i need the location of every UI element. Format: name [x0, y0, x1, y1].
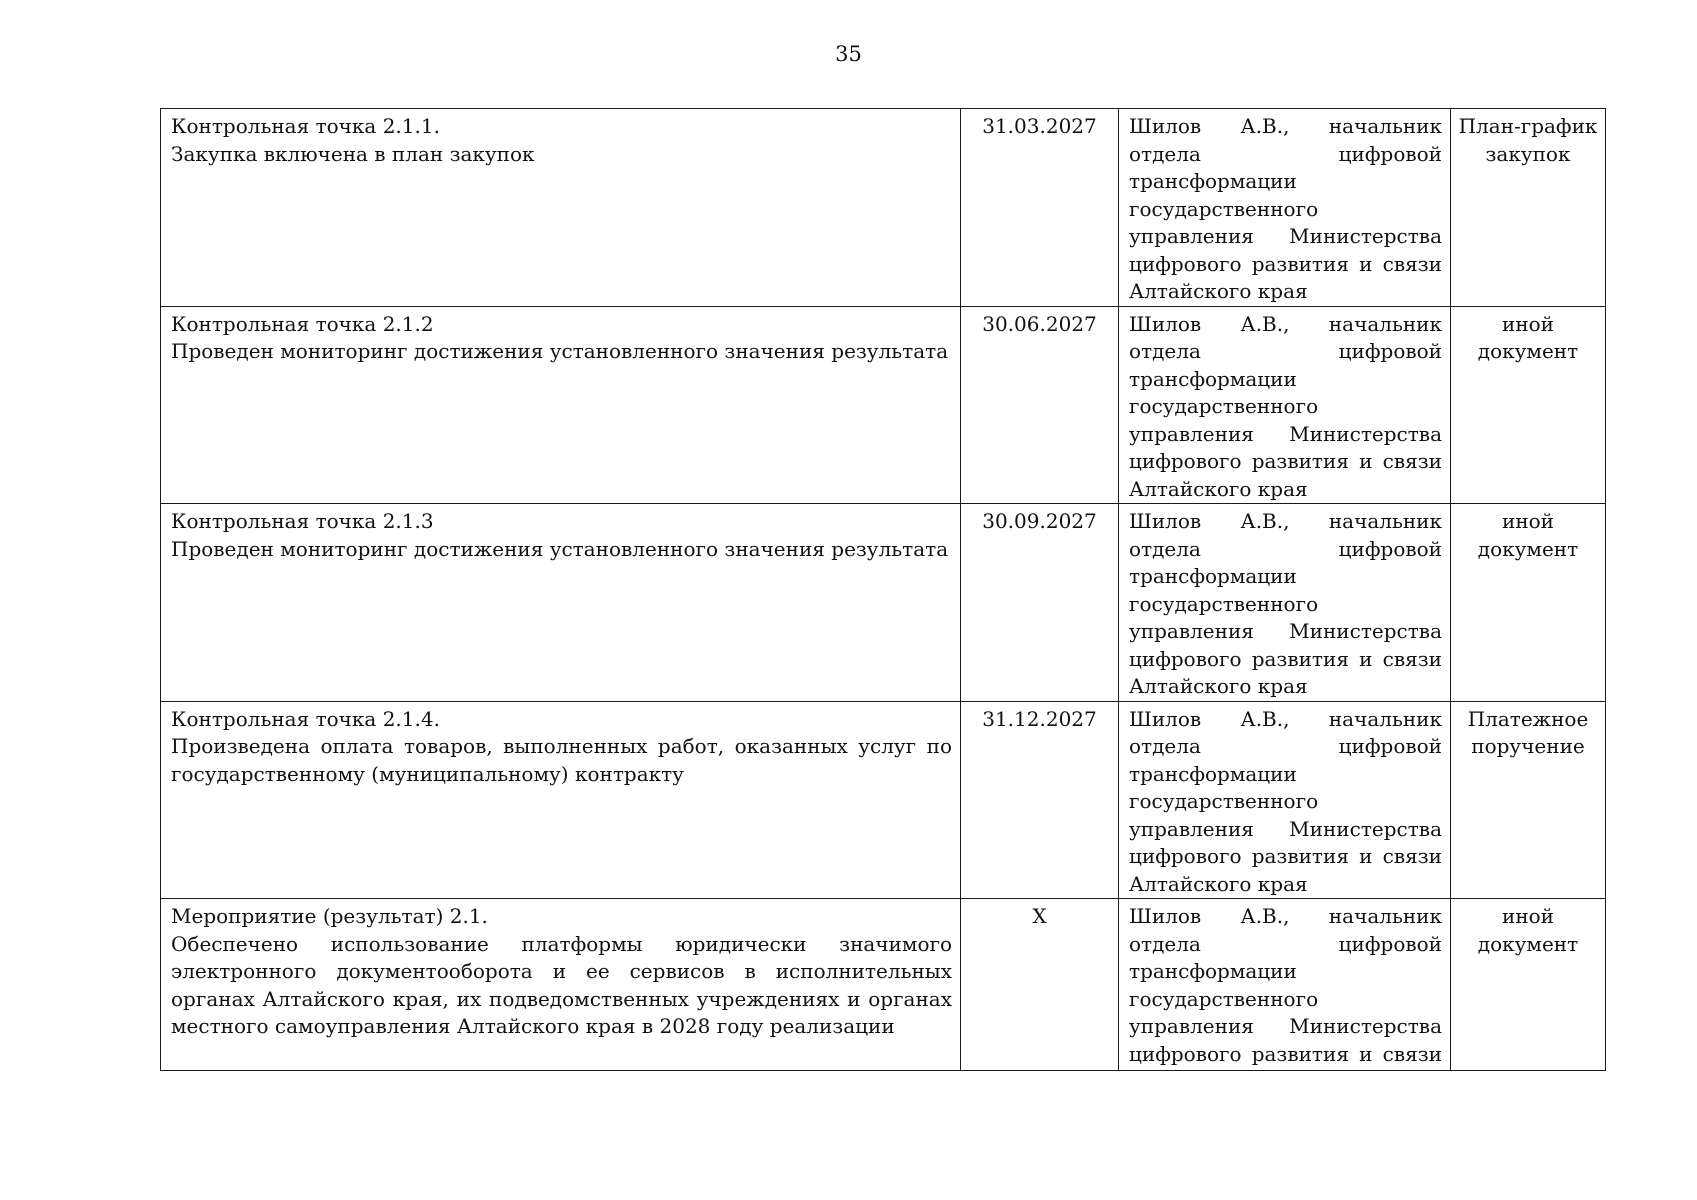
- control-point-title: Контрольная точка 2.1.4.: [171, 706, 440, 731]
- responsible-cell: [1119, 306, 1451, 504]
- responsible-line: [1129, 931, 1442, 959]
- responsible-word: начальник: [1328, 706, 1442, 731]
- responsible-line: [1129, 223, 1442, 251]
- responsible-word: управления: [1129, 619, 1254, 643]
- responsible-word: развития: [1251, 251, 1349, 276]
- responsible-word: Министерства: [1289, 619, 1442, 643]
- responsible-line: трансформации: [1129, 564, 1297, 588]
- responsible-line: [1129, 706, 1442, 734]
- responsible-line: Алтайского края: [1129, 871, 1308, 896]
- responsible-word: Шилов: [1129, 904, 1202, 928]
- responsible-word: А.В.,: [1240, 311, 1290, 336]
- document-cell: Платежное поручение: [1451, 701, 1606, 899]
- responsible-word: Министерства: [1289, 421, 1442, 446]
- responsible-cell: [1119, 899, 1451, 1071]
- responsible-line: государственного: [1129, 591, 1319, 616]
- page-number: 35: [835, 42, 862, 66]
- description-cell: [161, 899, 961, 1071]
- description-cell: [161, 701, 961, 899]
- responsible-word: цифрового: [1129, 449, 1242, 473]
- responsible-word: отдела: [1129, 931, 1201, 956]
- responsible-word: А.В.,: [1240, 114, 1290, 138]
- date-cell: X: [961, 899, 1119, 1071]
- date-cell: 31.12.2027: [961, 701, 1119, 899]
- event-text: Обеспечено использование платформы юридически значимого электронного документооборота и ее сервисов в исполнительных органах Алтайского края, их подведомственных учреждениях и органах местного самоуправления Алтайского края в 2028 году реализации: [171, 931, 952, 1038]
- date-cell: 30.06.2027: [961, 306, 1119, 504]
- responsible-cell: [1119, 504, 1451, 702]
- control-point-text: Произведена оплата товаров, выполненных работ, оказанных услуг по государственному (муниципальному) контракту: [171, 734, 952, 786]
- responsible-word: цифровой: [1338, 734, 1442, 758]
- responsible-cell: [1119, 701, 1451, 899]
- responsible-line: [1129, 311, 1442, 339]
- responsible-word: развития: [1251, 844, 1349, 868]
- description-cell: [161, 306, 961, 504]
- responsible-word: отдела: [1129, 734, 1201, 758]
- responsible-word: и: [1359, 646, 1373, 671]
- control-point-text: Проведен мониторинг достижения установленного значения результата: [171, 536, 949, 561]
- responsible-word: начальник: [1328, 904, 1442, 928]
- date-cell: 30.09.2027: [961, 504, 1119, 702]
- responsible-cell: [1119, 109, 1451, 307]
- table-row: [161, 109, 1606, 307]
- responsible-line: Алтайского края: [1129, 279, 1308, 303]
- table-row: [161, 504, 1606, 702]
- responsible-word: начальник: [1328, 114, 1442, 138]
- responsible-word: связи: [1382, 449, 1442, 473]
- responsible-line: трансформации: [1129, 366, 1297, 391]
- responsible-word: отдела: [1129, 536, 1201, 561]
- responsible-word: связи: [1382, 844, 1442, 868]
- responsible-line: [1129, 843, 1442, 871]
- responsible-word: и: [1359, 251, 1373, 276]
- document-cell: иной документ: [1451, 306, 1606, 504]
- responsible-word: Министерства: [1289, 1014, 1442, 1038]
- control-point-title: Контрольная точка 2.1.1.: [171, 114, 440, 138]
- description-cell: [161, 504, 961, 702]
- responsible-word: связи: [1382, 251, 1442, 276]
- control-point-text: Проведен мониторинг достижения установленного значения результата: [171, 339, 949, 363]
- responsible-line: [1129, 646, 1442, 674]
- document-cell: иной документ: [1451, 504, 1606, 702]
- document-cell: План-график закупок: [1451, 109, 1606, 307]
- responsible-word: связи: [1382, 1041, 1442, 1066]
- responsible-line: Алтайского края: [1129, 674, 1308, 698]
- responsible-word: Шилов: [1129, 706, 1202, 731]
- responsible-word: Шилов: [1129, 311, 1202, 336]
- responsible-line: [1129, 1041, 1442, 1069]
- responsible-word: отдела: [1129, 339, 1201, 363]
- responsible-line: [1129, 536, 1442, 564]
- responsible-word: Шилов: [1129, 509, 1202, 533]
- responsible-word: цифровой: [1338, 339, 1442, 363]
- responsible-word: А.В.,: [1240, 509, 1290, 533]
- responsible-word: цифрового: [1129, 1041, 1242, 1066]
- control-point-title: Контрольная точка 2.1.2: [171, 311, 434, 336]
- responsible-line: [1129, 816, 1442, 844]
- responsible-word: связи: [1382, 646, 1442, 671]
- responsible-word: и: [1359, 1041, 1373, 1066]
- control-point-title: Контрольная точка 2.1.3: [171, 509, 434, 533]
- control-points-table: [160, 108, 1606, 1071]
- responsible-line: [1129, 733, 1442, 761]
- table-row: [161, 701, 1606, 899]
- responsible-line: [1129, 618, 1442, 646]
- responsible-line: трансформации: [1129, 959, 1297, 983]
- responsible-word: цифровой: [1338, 931, 1442, 956]
- responsible-word: цифрового: [1129, 251, 1242, 276]
- responsible-line: [1129, 903, 1442, 931]
- responsible-word: начальник: [1328, 311, 1442, 336]
- responsible-line: Алтайского края: [1129, 476, 1308, 501]
- responsible-word: цифрового: [1129, 844, 1242, 868]
- responsible-line: трансформации: [1129, 169, 1297, 193]
- responsible-word: и: [1359, 844, 1373, 868]
- responsible-word: отдела: [1129, 141, 1201, 166]
- responsible-word: управления: [1129, 816, 1254, 841]
- responsible-word: А.В.,: [1240, 706, 1290, 731]
- responsible-line: [1129, 338, 1442, 366]
- responsible-line: [1129, 113, 1442, 141]
- responsible-word: начальник: [1328, 509, 1442, 533]
- responsible-word: цифровой: [1338, 141, 1442, 166]
- responsible-word: управления: [1129, 224, 1254, 248]
- responsible-word: управления: [1129, 421, 1254, 446]
- responsible-line: [1129, 1013, 1442, 1041]
- responsible-word: А.В.,: [1240, 904, 1290, 928]
- responsible-line: [1129, 448, 1442, 476]
- responsible-word: управления: [1129, 1014, 1254, 1038]
- date-cell: 31.03.2027: [961, 109, 1119, 307]
- responsible-word: цифрового: [1129, 646, 1242, 671]
- responsible-line: государственного: [1129, 196, 1319, 221]
- event-title: Мероприятие (результат) 2.1.: [171, 904, 488, 928]
- responsible-word: Министерства: [1289, 816, 1442, 841]
- responsible-word: развития: [1251, 449, 1349, 473]
- control-point-text: Закупка включена в план закупок: [171, 141, 535, 166]
- document-cell: иной документ: [1451, 899, 1606, 1071]
- responsible-word: развития: [1251, 1041, 1349, 1066]
- description-cell: [161, 109, 961, 307]
- responsible-word: и: [1359, 449, 1373, 473]
- responsible-word: цифровой: [1338, 536, 1442, 561]
- responsible-line: [1129, 251, 1442, 279]
- table-row: [161, 306, 1606, 504]
- responsible-line: [1129, 508, 1442, 536]
- responsible-line: государственного: [1129, 789, 1319, 813]
- responsible-line: государственного: [1129, 394, 1319, 418]
- responsible-line: трансформации: [1129, 761, 1297, 786]
- responsible-word: Шилов: [1129, 114, 1202, 138]
- table-row: [161, 899, 1606, 1071]
- responsible-line: [1129, 141, 1442, 169]
- responsible-line: государственного: [1129, 986, 1319, 1011]
- responsible-line: [1129, 421, 1442, 449]
- responsible-word: Министерства: [1289, 224, 1442, 248]
- responsible-word: развития: [1251, 646, 1349, 671]
